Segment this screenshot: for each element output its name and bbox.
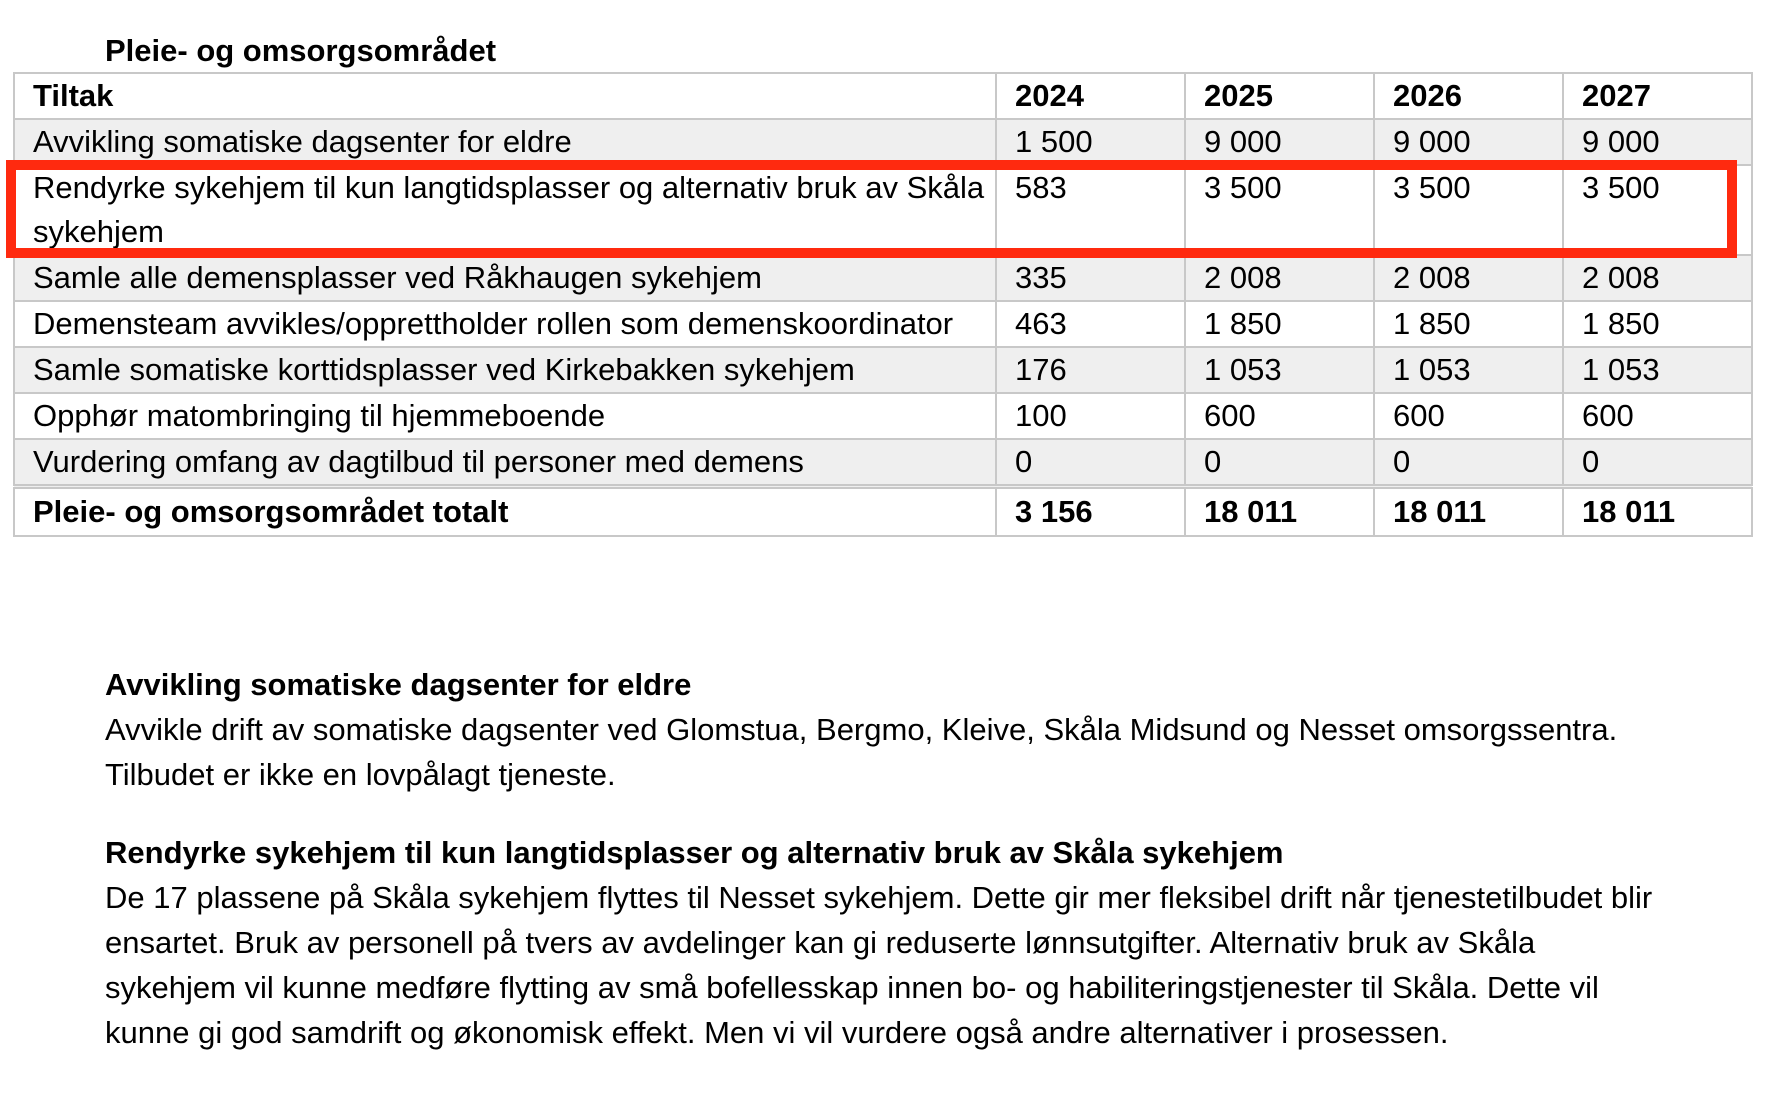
row-value-2024: 335 — [996, 255, 1185, 301]
table-row — [14, 255, 1752, 301]
row-value-2026: 600 — [1374, 393, 1563, 439]
row-value-2024: 1 500 — [996, 119, 1185, 165]
section-body: Avvikle drift av somatiske dagsenter ved Glomstua, Bergmo, Kleive, Skåla Midsund og Nesset omsorgssentra. Tilbudet er ikke en lovpålagt tjeneste. — [105, 712, 1618, 792]
row-value-2027: 1 850 — [1563, 301, 1752, 347]
total-value-2025: 18 011 — [1185, 487, 1374, 537]
row-value-2026: 0 — [1374, 439, 1563, 487]
table-row — [14, 301, 1752, 347]
total-value-2026: 18 011 — [1374, 487, 1563, 537]
section-skala-sykehjem — [105, 830, 1665, 1055]
row-value-2025: 600 — [1185, 393, 1374, 439]
total-label: Pleie- og omsorgsområdet totalt — [14, 487, 996, 537]
header-cell-2026: 2026 — [1374, 73, 1563, 119]
section-title: Avvikling somatiske dagsenter for eldre — [105, 667, 692, 702]
row-value-2026: 1 053 — [1374, 347, 1563, 393]
page-title: Pleie- og omsorgsområdet — [105, 33, 497, 68]
section-title: Rendyrke sykehjem til kun langtidsplasser og alternativ bruk av Skåla sykehjem — [105, 835, 1284, 870]
row-label: Demensteam avvikles/opprettholder rollen som demenskoordinator — [14, 301, 996, 347]
header-cell-tiltak: Tiltak — [14, 73, 996, 119]
table-total-row — [14, 487, 1752, 537]
row-label: Avvikling somatiske dagsenter for eldre — [14, 119, 996, 165]
table-header-row — [14, 73, 1752, 119]
header-cell-2025: 2025 — [1185, 73, 1374, 119]
row-value-2024: 176 — [996, 347, 1185, 393]
table-row — [14, 165, 1752, 255]
row-value-2024: 100 — [996, 393, 1185, 439]
row-value-2024: 0 — [996, 439, 1185, 487]
section-dagsenter — [105, 662, 1665, 797]
section-body: De 17 plassene på Skåla sykehjem flyttes til Nesset sykehjem. Dette gir mer fleksibel drift når tjenestetilbudet blir ensartet. Bruk av personell på tvers av avdelinger kan gi reduserte lønnsutgifter. Alternativ bruk av Skåla sykehjem vil kunne medføre flytting av små bofellesskap innen bo- og habiliteringstjenester til Skåla. Dette vil kunne gi god samdrift og økonomisk effekt. Men vi vil vurdere også andre alternativer i prosessen. — [105, 880, 1653, 1050]
table-row — [14, 393, 1752, 439]
row-label: Samle somatiske korttidsplasser ved Kirkebakken sykehjem — [14, 347, 996, 393]
row-label: Samle alle demensplasser ved Råkhaugen sykehjem — [14, 255, 996, 301]
table-row — [14, 439, 1752, 487]
row-value-2025: 0 — [1185, 439, 1374, 487]
header-cell-2024: 2024 — [996, 73, 1185, 119]
row-value-2025: 1 850 — [1185, 301, 1374, 347]
row-label: Opphør matombringing til hjemmeboende — [14, 393, 996, 439]
row-value-2025: 3 500 — [1185, 165, 1374, 255]
row-label: Rendyrke sykehjem til kun langtidsplasser og alternativ bruk av Skåla sykehjem — [14, 165, 996, 255]
table-row — [14, 119, 1752, 165]
row-label: Vurdering omfang av dagtilbud til personer med demens — [14, 439, 996, 487]
total-value-2027: 18 011 — [1563, 487, 1752, 537]
table-row — [14, 347, 1752, 393]
row-value-2027: 0 — [1563, 439, 1752, 487]
row-value-2024: 463 — [996, 301, 1185, 347]
row-value-2027: 2 008 — [1563, 255, 1752, 301]
header-cell-2027: 2027 — [1563, 73, 1752, 119]
row-value-2024: 583 — [996, 165, 1185, 255]
row-value-2027: 9 000 — [1563, 119, 1752, 165]
row-value-2025: 9 000 — [1185, 119, 1374, 165]
total-value-2024: 3 156 — [996, 487, 1185, 537]
row-value-2027: 1 053 — [1563, 347, 1752, 393]
row-value-2027: 3 500 — [1563, 165, 1752, 255]
row-value-2026: 9 000 — [1374, 119, 1563, 165]
row-value-2025: 1 053 — [1185, 347, 1374, 393]
budget-table — [13, 72, 1753, 537]
row-value-2026: 1 850 — [1374, 301, 1563, 347]
row-value-2026: 2 008 — [1374, 255, 1563, 301]
row-value-2026: 3 500 — [1374, 165, 1563, 255]
row-value-2025: 2 008 — [1185, 255, 1374, 301]
row-value-2027: 600 — [1563, 393, 1752, 439]
